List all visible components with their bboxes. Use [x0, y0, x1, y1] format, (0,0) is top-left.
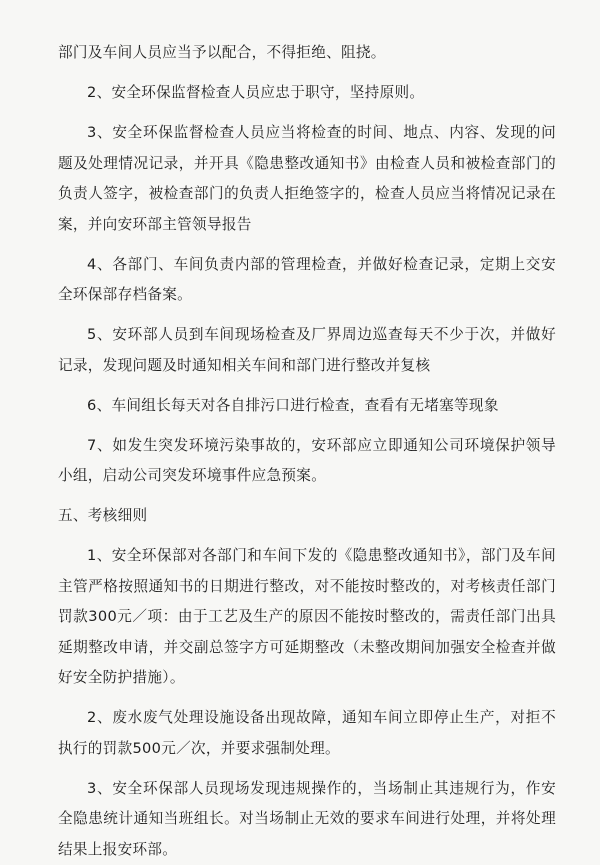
- assessment-item-1: 1、安全环保部对各部门和车间下发的《隐患整改通知书》，部门及车间主管严格按照通知书的日期进行整改，对不能按时整改的，对考核责任部门罚款300元／项：由于工艺及生产的原因不能按时整改的，需责任部门出具延期整改申请，并交副总签字方可延期整改（未整改期间加强安全检查并做好安全防护措施）。: [58, 541, 556, 694]
- assessment-item-3: 3、安全环保部人员现场发现违规操作的，当场制止其违规行为，作安全隐患统计通知当班组长。对当场制止无效的要求车间进行处理，并将处理结果上报安环部。: [58, 774, 556, 865]
- paragraph-continuation: 部门及车间人员应当予以配合，不得拒绝、阻挠。: [58, 38, 556, 69]
- paragraph-item-3: 3、安全环保监督检查人员应当将检查的时间、地点、内容、发现的问题及处理情况记录，并开具《隐患整改通知书》由检查人员和被检查部门的负责人签字，被检查部门的负责人拒绝签字的，检查人员应当将情况记录在案，并向安环部主管领导报告: [58, 118, 556, 240]
- section-heading: 五、考核细则: [58, 501, 556, 532]
- paragraph-item-6: 6、车间组长每天对各自排污口进行检查，查看有无堵塞等现象: [58, 391, 556, 422]
- paragraph-item-5: 5、安环部人员到车间现场检查及厂界周边巡查每天不少于次，并做好记录，发现问题及时通知相关车间和部门进行整改并复核: [58, 320, 556, 381]
- assessment-item-2: 2、废水废气处理设施设备出现故障，通知车间立即停止生产，对拒不执行的罚款500元／次，并要求强制处理。: [58, 703, 556, 764]
- paragraph-item-4: 4、各部门、车间负责内部的管理检查，并做好检查记录，定期上交安全环保部存档备案。: [58, 250, 556, 311]
- paragraph-item-2: 2、安全环保监督检查人员应忠于职守，坚持原则。: [58, 78, 556, 109]
- paragraph-item-7: 7、如发生突发环境污染事故的，安环部应立即通知公司环境保护领导小组，启动公司突发环境事件应急预案。: [58, 431, 556, 492]
